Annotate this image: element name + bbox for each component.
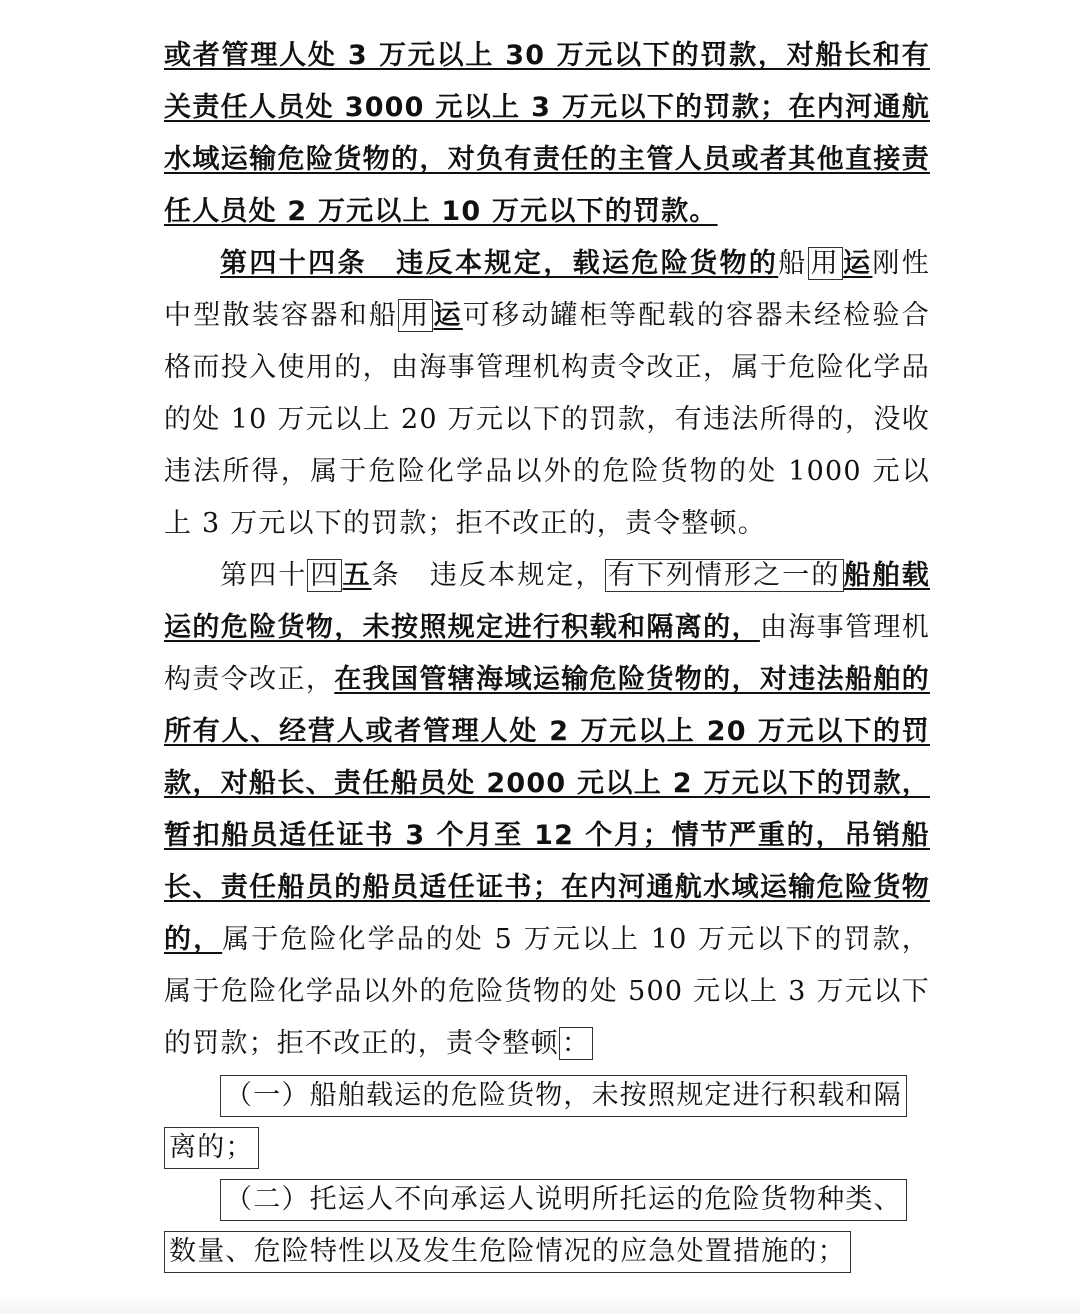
article-44 xyxy=(164,238,930,550)
deleted-char-box: 用 xyxy=(808,247,843,280)
inserted-char: 运 xyxy=(433,300,463,331)
deleted-item-1 xyxy=(164,1070,930,1174)
paragraph-text: 或者管理人处 3 万元以上 30 万元以下的罚款，对船长和有关责任人员处 3000 元以上 3 万元以下的罚款；在内河通航水域运输危险货物的，对负有责任的主管人员或者其他直接责任人员处 2 万元以上 10 万元以下的罚款。 xyxy=(164,40,930,227)
deleted-text-box: 有下列情形之一的 xyxy=(605,559,844,592)
deleted-char-box: 四 xyxy=(307,559,342,592)
inserted-text: 船舶载运的危险货物，未按照规定进行积载和隔离的， xyxy=(164,560,930,643)
deleted-item-2 xyxy=(164,1174,930,1278)
article-44-text: 船 xyxy=(778,248,808,279)
article-44-text: 可移动罐柜等配载的容器未经检验合格而投入使用的，由海事管理机构责令改正，属于危险化学品的处 10 万元以上 20 万元以下的罚款，有违法所得的，没收违法所得，属于危险化学品以外的危险货物的处 1000 元以上 3 万元以下的罚款；拒不改正的，责令整顿。 xyxy=(164,300,931,539)
article-45-text: 由海事管理机构责令改正， xyxy=(164,612,931,695)
article-45-text: 第四十 xyxy=(220,560,308,591)
page-bottom-fade xyxy=(0,1292,1080,1314)
inserted-char: 运 xyxy=(843,248,873,279)
article-45 xyxy=(164,550,930,1070)
inserted-text: 在我国管辖海域运输危险货物的，对违法船舶的所有人、经营人或者管理人处 2 万元以上 20 万元以下的罚款，对船长、责任船员处 2000 元以上 2 万元以下的罚款，暂扣船员适任证书 3 个月至 12 个月；情节严重的，吊销船长、责任船员的船员适任证书；在内河通航水域运输危险货物的， xyxy=(164,664,930,955)
deleted-char-box: ： xyxy=(559,1027,593,1060)
article-45-text: 条 违反本规定， xyxy=(371,560,605,591)
deleted-item-line: 离的； xyxy=(164,1127,259,1169)
paragraph-penalty-continued xyxy=(164,30,930,238)
inserted-char: 五 xyxy=(342,560,372,591)
deleted-char-box: 用 xyxy=(398,299,433,332)
article-44-text: 刚性中型散装容器和船 xyxy=(164,248,931,331)
deleted-item-line: （一）船舶载运的危险货物，未按照规定进行积载和隔 xyxy=(220,1075,907,1117)
article-44-heading: 第四十四条 违反本规定，载运危险货物的 xyxy=(220,248,779,279)
article-45-text: 属于危险化学品的处 5 万元以上 10 万元以下的罚款，属于危险化学品以外的危险货物的处 500 元以上 3 万元以下的罚款；拒不改正的，责令整顿 xyxy=(164,924,930,1059)
deleted-item-line: （二）托运人不向承运人说明所托运的危险货物种类、 xyxy=(220,1179,907,1221)
deleted-item-line: 数量、危险特性以及发生危险情况的应急处置措施的； xyxy=(164,1231,851,1273)
